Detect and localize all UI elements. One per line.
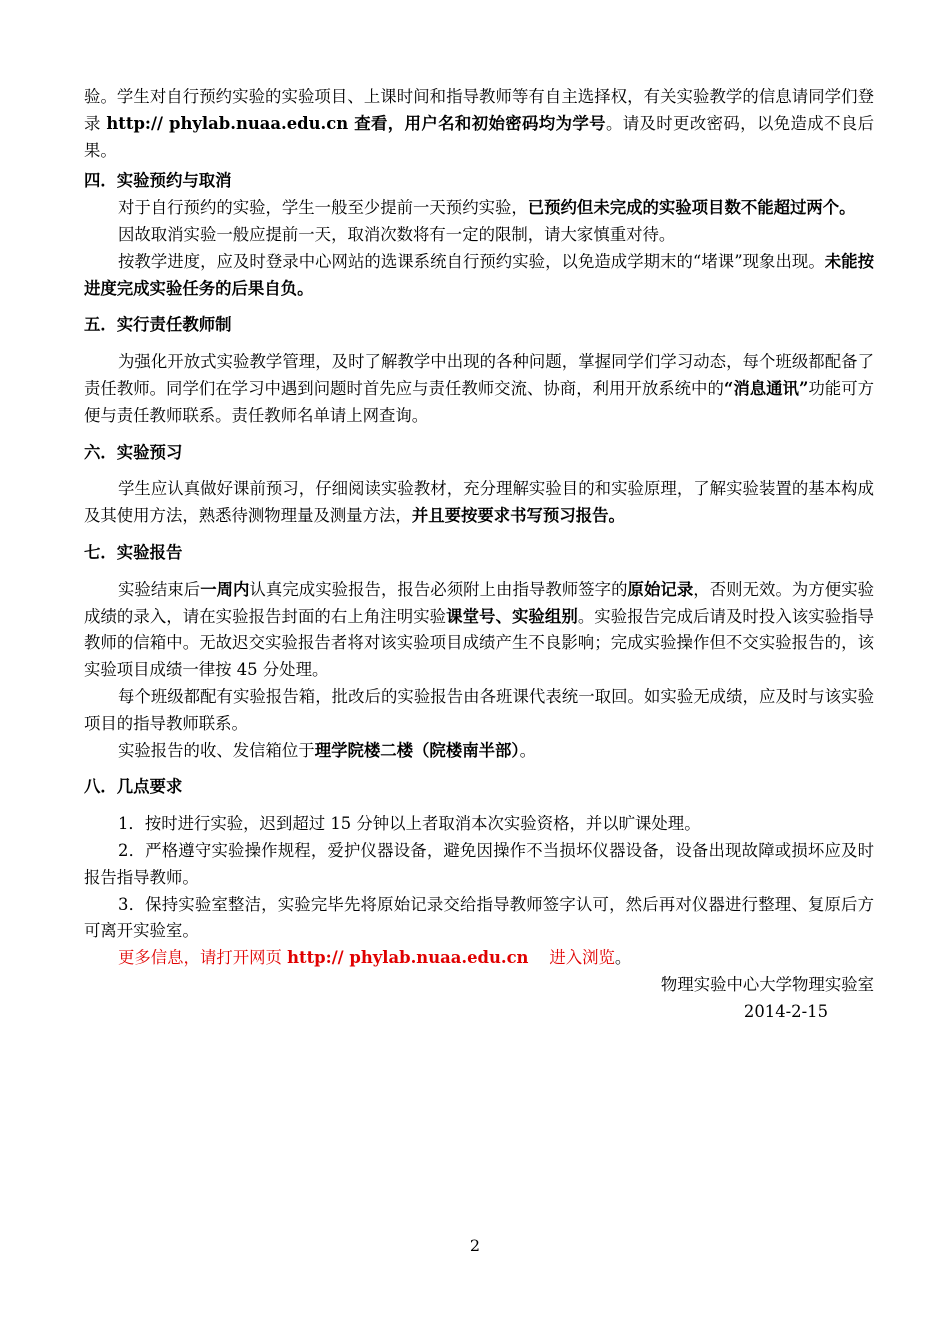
intro-paragraph: 验。学生对自行预约实验的实验项目、上课时间和指导教师等有自主选择权，有关实验教学的信息请同学们登录 http:// phylab.nuaa.edu.cn 查看，用户名和初始密码均为学号。请及时更改密码，以免造成不良后果。 (84, 87, 875, 160)
sec7-paragraph-2: 每个班级都配有实验报告箱，批改后的实验报告由各班课代表统一取回。如实验无成绩，应及时与该实验项目的指导教师联系。 (84, 686, 874, 733)
sec7-paragraph-3: 实验报告的收、发信箱位于理学院楼二楼（院楼南半部）。 (118, 740, 536, 760)
sec6-paragraph-1: 学生应认真做好课前预习，仔细阅读实验教材，充分理解实验目的和实验原理，了解实验装置的基本构成及其使用方法，熟悉待测物理量及测量方法，并且要按要求书写预习报告。 (84, 479, 874, 526)
sec4-paragraph-3: 按教学进度，应及时登录中心网站的选课系统自行预约实验，以免造成学期末的“堵课”现象出现。未能按进度完成实验任务的后果自负。 (84, 251, 874, 298)
requirement-item: 1．按时进行实验，迟到超过 15 分钟以上者取消本次实验资格，并以旷课处理。 (118, 814, 701, 834)
section-heading-6: 六．实验预习 (84, 442, 183, 462)
sec4-paragraph-2: 因故取消实验一般应提前一天，取消次数将有一定的限制，请大家慎重对待。 (118, 224, 676, 244)
sec7-paragraph-1: 实验结束后一周内认真完成实验报告，报告必须附上由指导教师签字的原始记录，否则无效。为方便实验成绩的录入，请在实验报告封面的右上角注明实验课堂号、实验组别。实验报告完成后请及时投入该实验指导教师的信箱中。无故迟交实验报告者将对该实验项目成绩产生不良影响；完成实验操作但不交实验报告的，该实验项目成绩一律按 45 分处理。 (84, 579, 875, 680)
requirement-item: 2．严格遵守实验操作规程，爱护仪器设备，避免因操作不当损坏仪器设备，设备出现故障或损坏应及时报告指导教师。 (84, 840, 874, 887)
date: 2014-2-15 (743, 1001, 828, 1021)
requirement-item: 3．保持实验室整洁，实验完毕先将原始记录交给指导教师签字认可，然后再对仪器进行整理、复原后方可离开实验室。 (84, 894, 874, 941)
more-info-url-link[interactable]: http:// phylab.nuaa.edu.cn (287, 948, 529, 968)
url-link[interactable]: http:// phylab.nuaa.edu.cn (106, 113, 349, 133)
signature: 物理实验中心大学物理实验室 (660, 974, 874, 994)
section-heading-5: 五．实行责任教师制 (84, 315, 232, 335)
section-heading-4: 四．实验预约与取消 (84, 171, 232, 191)
sec5-paragraph-1: 为强化开放式实验教学管理，及时了解教学中出现的各种问题，掌握同学们学习动态，每个班级都配备了责任教师。同学们在学习中遇到问题时首先应与责任教师交流、协商，利用开放系统中的“消息通讯”功能可方便与责任教师联系。责任教师名单请上网查询。 (84, 352, 875, 425)
section-heading-8: 八．几点要求 (84, 777, 183, 797)
page-number: 2 (469, 1236, 481, 1255)
sec4-paragraph-1: 对于自行预约的实验，学生一般至少提前一天预约实验，已预约但未完成的实验项目数不能超过两个。 (118, 198, 856, 218)
document-body (84, 84, 874, 1026)
more-info-line: 更多信息，请打开网页 http:// phylab.nuaa.edu.cn 进入浏览。 (118, 948, 632, 968)
section-heading-7: 七．实验报告 (84, 542, 183, 562)
